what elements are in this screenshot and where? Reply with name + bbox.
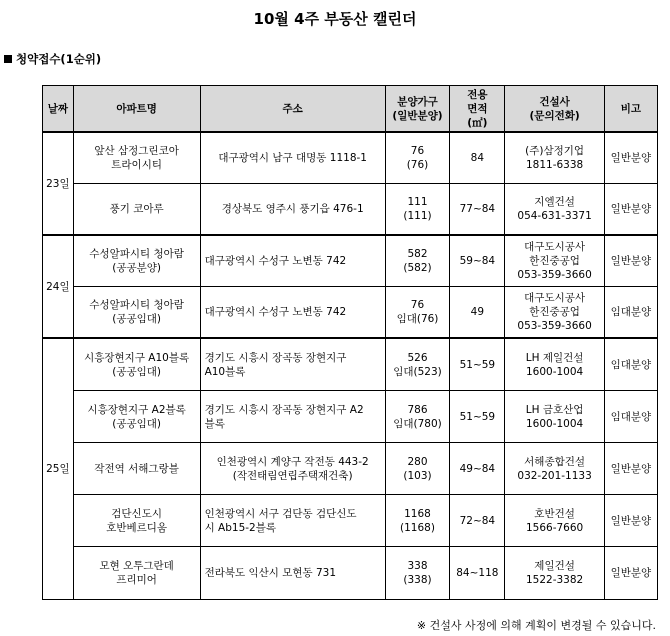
apt-name-line1: 검단신도시 [111, 507, 162, 520]
builder-name: 제일건설 [534, 560, 575, 572]
builder-cell [505, 338, 604, 391]
apt-name-line1: 수성알파시티 청아람 [89, 299, 184, 311]
address-line1: 대구광역시 수성구 노변동 742 [204, 306, 347, 318]
builder-phone: 1522-3382 [525, 574, 584, 586]
note-cell: 일반분양 [604, 132, 657, 184]
date-cell: 24일 [43, 235, 74, 338]
address-line1: 경기도 시흥시 장곡동 장현지구 [204, 351, 347, 364]
address-line1: 인천광역시 계양구 작전동 443-2 [216, 455, 369, 468]
builder-cell [505, 547, 604, 600]
table-row [43, 338, 658, 391]
note-cell: 일반분양 [604, 443, 657, 495]
date-group-23 [43, 132, 658, 235]
units-cell [385, 547, 449, 600]
header-builder-line2: (문의전화) [529, 109, 580, 122]
units-total: 280 [407, 455, 428, 468]
apt-name-cell [73, 132, 200, 184]
address-cell [200, 132, 385, 184]
area-cell: 51~59 [450, 391, 505, 443]
apt-name-cell [73, 495, 200, 547]
header-note: 비고 [604, 86, 657, 133]
builder-phone: 053-359-3660 [517, 320, 592, 332]
date-group-25 [43, 338, 658, 600]
builder-name: LH 금호산업 [525, 403, 584, 416]
calendar-table [42, 85, 658, 600]
table-row [43, 443, 658, 495]
table-row [43, 235, 658, 287]
address-cell [200, 184, 385, 236]
builder-phone: 1566-7660 [525, 521, 584, 534]
address-line1: 대구광역시 남구 대명동 1118-1 [218, 152, 367, 164]
builder-cell [505, 495, 604, 547]
units-total: 338 [407, 560, 428, 572]
apt-name-line2: (공공임대) [112, 417, 161, 430]
apt-name-cell [73, 391, 200, 443]
units-cell [385, 235, 449, 287]
units-general: (338) [403, 574, 432, 586]
note-cell: 임대분양 [604, 287, 657, 339]
apt-name-line2: 트라이시티 [111, 159, 162, 171]
units-cell [385, 184, 449, 236]
units-total: 786 [407, 403, 428, 416]
units-cell [385, 495, 449, 547]
apt-name-line2: 프리미어 [116, 574, 157, 586]
builder-name: (주)삼정기업 [525, 145, 585, 157]
address-line1: 인천광역시 서구 검단동 검단신도 [204, 507, 357, 520]
builder-phone: 1600-1004 [525, 365, 584, 378]
units-total: 1168 [404, 507, 431, 520]
address-cell [200, 235, 385, 287]
builder-name: 지엘건설 [534, 196, 575, 208]
address-line1: 대구광역시 수성구 노변동 742 [204, 255, 347, 267]
builder-name: 서해종합건설 [524, 455, 586, 468]
builder-partner: 한진중공업 [529, 255, 580, 267]
apt-name-line1: 앞산 삼정그린코아 [94, 145, 179, 157]
builder-name: 대구도시공사 [524, 292, 586, 304]
units-general: (103) [403, 469, 432, 482]
builder-name: LH 제일건설 [525, 351, 584, 364]
area-cell: 84~118 [450, 547, 505, 600]
table-row [43, 391, 658, 443]
address-cell [200, 338, 385, 391]
units-total: 111 [407, 196, 428, 208]
address-line2: A10블록 [204, 365, 246, 378]
apt-name-cell [73, 235, 200, 287]
apt-name-cell [73, 184, 200, 236]
builder-cell [505, 443, 604, 495]
apt-name-line2: (공공임대) [112, 365, 161, 378]
address-line2: 블록 [204, 417, 225, 430]
section-label: 청약접수(1순위) [16, 52, 102, 66]
area-cell: 72~84 [450, 495, 505, 547]
area-cell: 49 [450, 287, 505, 339]
builder-name: 호반건설 [534, 507, 575, 520]
units-total: 76 [410, 145, 425, 157]
units-cell [385, 338, 449, 391]
builder-phone: 032-201-1133 [517, 469, 592, 482]
note-cell: 일반분양 [604, 547, 657, 600]
section-heading [4, 51, 101, 67]
header-builder [505, 86, 604, 133]
page-title: 10월 4주 부동산 캘린더 [253, 10, 417, 28]
note-cell: 일반분양 [604, 184, 657, 236]
header-area-line2: 면적 [467, 102, 488, 115]
header-address: 주소 [200, 86, 385, 133]
square-bullet-icon [4, 55, 12, 63]
area-cell: 51~59 [450, 338, 505, 391]
header-units-line1: 분양가구 [397, 95, 438, 108]
address-cell [200, 287, 385, 339]
units-general: (582) [403, 262, 432, 274]
apt-name-cell [73, 547, 200, 600]
table-row [43, 495, 658, 547]
apt-name-line1: 작전역 서해그랑블 [94, 462, 179, 475]
header-builder-line1: 건설사 [539, 95, 570, 108]
table-header [43, 86, 658, 133]
header-units [385, 86, 449, 133]
table-row [43, 184, 658, 236]
header-area-line1: 전용 [467, 88, 488, 101]
date-group-24 [43, 235, 658, 338]
table-row [43, 287, 658, 339]
footnote: ※ 건설사 사정에 의해 계획이 변경될 수 있습니다. [416, 619, 656, 632]
apt-name-cell [73, 287, 200, 339]
header-apt: 아파트명 [73, 86, 200, 133]
builder-partner: 한진중공업 [529, 306, 580, 318]
address-line2: 시 Ab15-2블록 [204, 521, 277, 534]
builder-cell [505, 184, 604, 236]
address-line1: 경기도 시흥시 장곡동 장현지구 A2 [204, 403, 364, 416]
apt-name-line1: 풍기 코아루 [109, 203, 164, 215]
builder-phone: 1811-6338 [525, 159, 584, 171]
apt-name-line1: 시흥장현지구 A10블록 [84, 351, 190, 364]
address-cell [200, 443, 385, 495]
units-cell [385, 391, 449, 443]
builder-cell [505, 235, 604, 287]
header-area [450, 86, 505, 133]
units-general: (1168) [400, 521, 435, 534]
units-cell [385, 443, 449, 495]
address-cell [200, 547, 385, 600]
area-cell: 77~84 [450, 184, 505, 236]
units-total: 526 [407, 351, 428, 364]
units-cell [385, 132, 449, 184]
builder-name: 대구도시공사 [524, 241, 586, 253]
header-area-line3: (㎡) [467, 116, 488, 129]
address-cell [200, 495, 385, 547]
apt-name-line2: 호반베르디움 [106, 521, 168, 534]
builder-cell [505, 287, 604, 339]
address-line1: 전라북도 익산시 모현동 731 [204, 567, 337, 579]
header-row [43, 86, 658, 133]
area-cell: 59~84 [450, 235, 505, 287]
units-total: 76 [410, 299, 425, 311]
address-line1: 경상북도 영주시 풍기읍 476-1 [221, 203, 364, 215]
builder-phone: 053-359-3660 [517, 269, 592, 281]
note-cell: 임대분양 [604, 391, 657, 443]
table-row [43, 132, 658, 184]
units-general: 임대(523) [393, 365, 442, 378]
area-cell: 84 [450, 132, 505, 184]
table-row [43, 547, 658, 600]
units-general: 임대(780) [393, 417, 442, 430]
note-cell: 일반분양 [604, 235, 657, 287]
apt-name-cell [73, 338, 200, 391]
apt-name-line1: 시흥장현지구 A2블록 [87, 403, 186, 416]
note-cell: 일반분양 [604, 495, 657, 547]
units-general: 임대(76) [396, 313, 439, 325]
builder-phone: 054-631-3371 [517, 210, 592, 222]
units-general: (111) [403, 210, 432, 222]
note-cell: 임대분양 [604, 338, 657, 391]
apt-name-cell [73, 443, 200, 495]
date-cell: 23일 [43, 132, 74, 235]
apt-name-line1: 모현 오투그란데 [99, 560, 174, 572]
area-cell: 49~84 [450, 443, 505, 495]
apt-name-line2: (공공임대) [112, 313, 161, 325]
units-general: (76) [406, 159, 429, 171]
address-cell [200, 391, 385, 443]
builder-phone: 1600-1004 [525, 417, 584, 430]
units-total: 582 [407, 248, 428, 260]
date-cell: 25일 [43, 338, 74, 600]
header-date: 날짜 [43, 86, 74, 133]
builder-cell [505, 391, 604, 443]
apt-name-line2: (공공분양) [112, 262, 161, 274]
builder-cell [505, 132, 604, 184]
header-units-line2: (일반분양) [392, 109, 443, 122]
address-line2: (작전태림연립주택재건축) [232, 469, 353, 482]
units-cell [385, 287, 449, 339]
apt-name-line1: 수성알파시티 청아람 [89, 248, 184, 260]
